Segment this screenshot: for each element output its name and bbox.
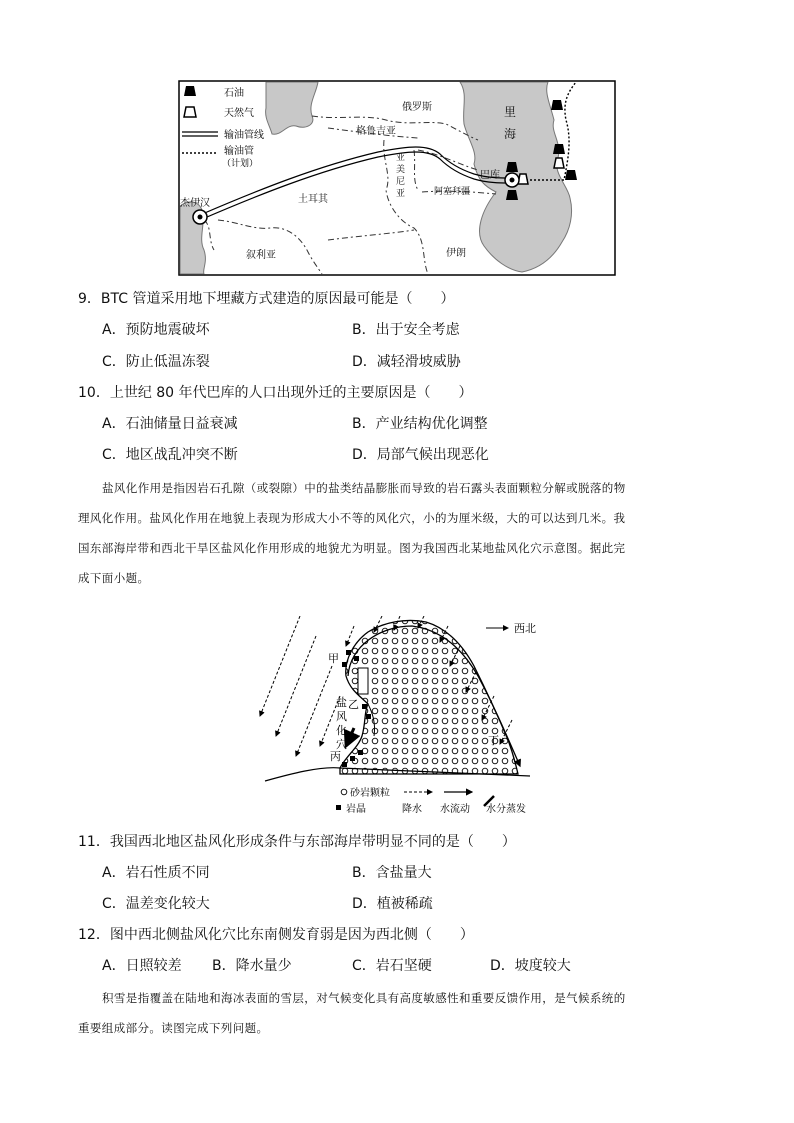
salt-figure-legend <box>336 786 526 815</box>
label-armenia-2: 美 <box>396 165 406 175</box>
question-10-option-d: D．局部气候出现恶化 <box>352 447 489 463</box>
question-11-option-c: C．温差变化较大 <box>102 896 210 912</box>
label-armenia-1: 亚 <box>396 153 406 163</box>
legend-evap: 水分蒸发 <box>486 804 526 815</box>
question-11-option-b: B．含盐量大 <box>352 865 432 881</box>
salt-passage-line-4: 成下面小题。 <box>78 571 150 585</box>
label-ceyhan: 杰伊汉 <box>180 198 210 209</box>
label-syria: 叙利亚 <box>246 250 276 261</box>
label-azerbaijan: 阿塞拜疆 <box>434 187 471 197</box>
label-iran: 伊朗 <box>446 248 466 259</box>
label-baku: 巴库 <box>480 170 500 181</box>
label-armenia-3: 尼 <box>396 177 406 187</box>
label-bing: 丙 <box>330 750 341 763</box>
legend-crystal: 岩晶 <box>346 804 366 815</box>
salt-passage-line-1: 盐风化作用是指因岩石孔隙（或裂隙）中的盐类结晶膨胀而导致的岩石露头表面颗粒分解或脱落的物 <box>102 481 626 495</box>
question-10-option-b: B．产业结构优化调整 <box>352 416 488 432</box>
question-11-stem: 11．我国西北地区盐风化形成条件与东部海岸带明显不同的是（ ） <box>78 834 516 850</box>
label-jia: 甲 <box>328 652 339 665</box>
direction-label: 西北 <box>514 622 536 635</box>
question-12-option-c: C．岩石坚硬 <box>352 958 432 974</box>
label-caspian-2: 海 <box>504 127 517 141</box>
label-georgia: 格鲁吉亚 <box>356 126 396 137</box>
salt-weathering-diagram <box>250 616 550 816</box>
evaporation-arrow <box>346 728 354 746</box>
snow-passage-line-1: 积雪是指覆盖在陆地和海冰表面的雪层，对气候变化具有高度敏感性和重要反馈作用，是气候系统的 <box>102 991 626 1005</box>
question-11-option-a: A．岩石性质不同 <box>102 865 210 881</box>
label-turkey: 土耳其 <box>298 194 328 205</box>
btc-pipeline-map <box>178 80 616 276</box>
legend-grain: 砂岩颗粒 <box>350 788 390 799</box>
salt-cave-hollow <box>358 668 368 694</box>
question-9-option-c: C．防止低温冻裂 <box>102 354 210 370</box>
legend-planned-line2: （计划） <box>222 159 259 169</box>
label-yi: 乙 <box>348 698 359 711</box>
label-caspian-1: 里 <box>504 105 517 119</box>
label-cave-1: 盐 <box>336 696 347 709</box>
question-10-stem: 10．上世纪 80 年代巴库的人口出现外迁的主要原因是（ ） <box>78 385 473 401</box>
legend-oil: 石油 <box>224 88 244 99</box>
question-9-option-b: B．出于安全考虑 <box>352 322 460 338</box>
question-10-option-a: A．石油储量日益衰减 <box>102 416 238 432</box>
question-12-option-d: D．坡度较大 <box>490 958 571 974</box>
salt-passage-line-3: 国东部海岸带和西北干旱区盐风化作用形成的地貌尤为明显。图为我国西北某地盐风化穴示意图。据此完 <box>78 541 626 555</box>
question-12-option-a: A．日照较差 <box>102 958 182 974</box>
legend-flow: 水流动 <box>440 804 470 815</box>
question-9-option-a: A．预防地震破坏 <box>102 322 210 338</box>
label-armenia-4: 亚 <box>396 189 406 199</box>
question-9-stem: 9．BTC 管道采用地下埋藏方式建造的原因最可能是（ ） <box>78 291 455 307</box>
salt-passage-line-2: 理风化作用。盐风化作用在地貌上表现为形成大小不等的风化穴，小的为厘米级，大的可以达到几米。我 <box>78 511 626 525</box>
label-russia: 俄罗斯 <box>402 102 432 113</box>
sandstone-rock <box>340 620 518 774</box>
question-9-option-d: D．减轻滑坡威胁 <box>352 354 461 370</box>
question-11-option-d: D．植被稀疏 <box>352 896 433 912</box>
question-10-option-c: C．地区战乱冲突不断 <box>102 447 238 463</box>
label-cave-2: 风 <box>336 710 347 723</box>
legend-rain: 降水 <box>402 804 422 815</box>
question-12-option-b: B．降水量少 <box>212 958 292 974</box>
legend-gas: 天然气 <box>224 108 254 119</box>
baku-marker <box>505 173 519 187</box>
snow-passage-line-2: 重要组成部分。读图完成下列问题。 <box>78 1021 269 1035</box>
ceyhan-marker <box>193 210 207 224</box>
label-ding: 丁 <box>488 734 499 747</box>
label-cave-3: 化 <box>336 724 347 737</box>
question-12-stem: 12．图中西北侧盐风化穴比东南侧发育弱是因为西北侧（ ） <box>78 927 474 943</box>
legend-pipeline: 输油管线 <box>224 130 264 141</box>
label-cave-4: 穴 <box>336 738 347 751</box>
legend-planned-line1: 输油管 <box>224 146 254 157</box>
